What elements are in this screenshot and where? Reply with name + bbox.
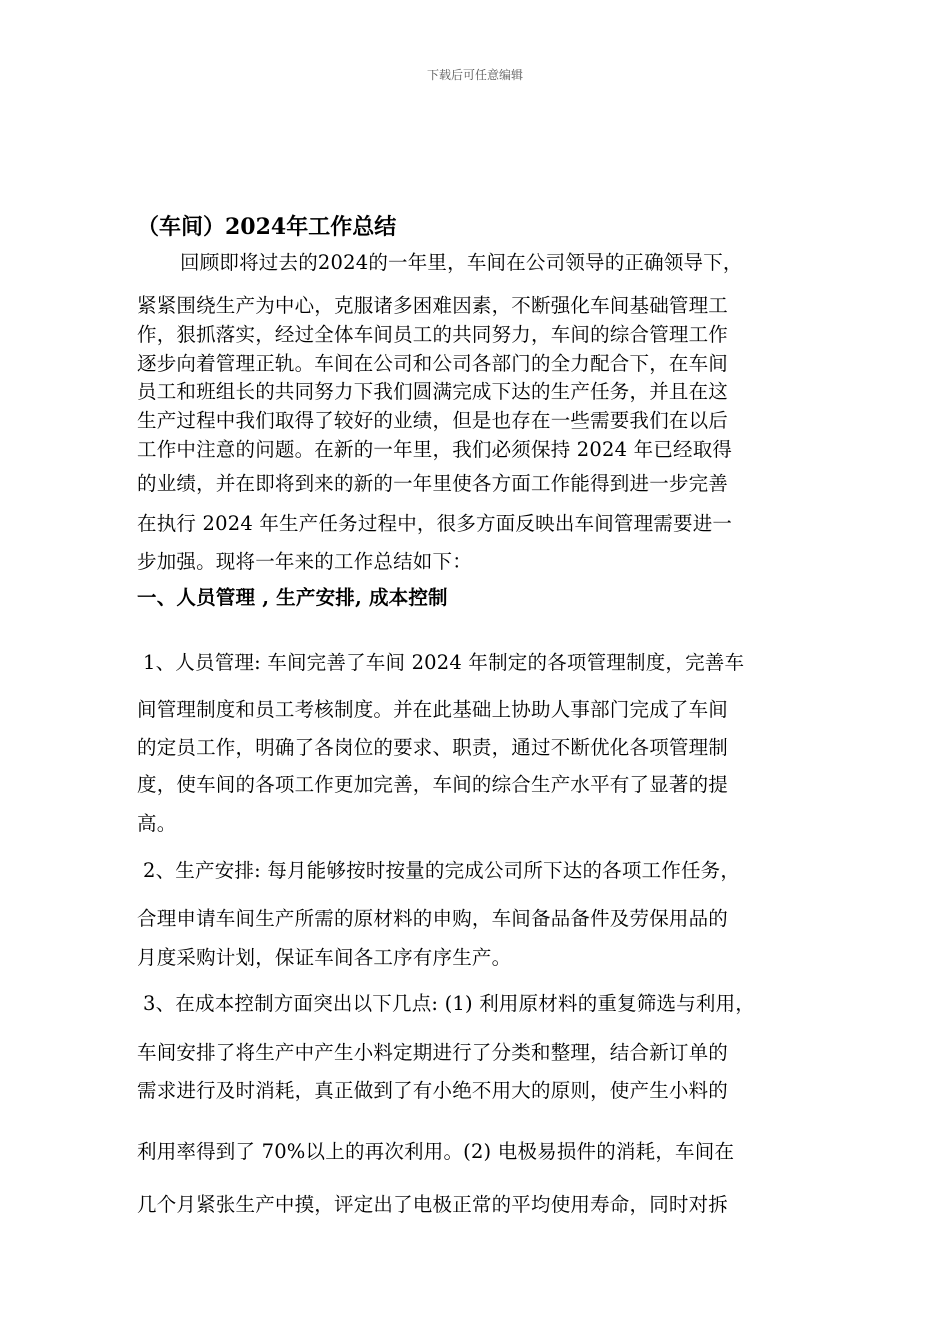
paragraph-line: 度，使车间的各项工作更加完善，车间的综合生产水平有了显著的提 bbox=[137, 773, 729, 796]
page-header: 下载后可任意编辑 bbox=[426, 68, 523, 82]
paragraph-line: 合理申请车间生产所需的原材料的申购，车间备品备件及劳保用品的 bbox=[137, 907, 729, 930]
paragraph-line: 在执行 2024 年生产任务过程中，很多方面反映出车间管理需要进一 bbox=[137, 512, 733, 535]
paragraph-line: 的定员工作，明确了各岗位的要求、职责，通过不断优化各项管理制 bbox=[137, 736, 729, 759]
paragraph-line: 几个月紧张生产中摸，评定出了电极正常的平均使用寿命，同时对拆 bbox=[137, 1193, 729, 1216]
paragraph-line: 月度采购计划，保证车间各工序有序生产。 bbox=[137, 946, 512, 969]
paragraph-line: 间管理制度和员工考核制度。并在此基础上协助人事部门完成了车间 bbox=[137, 698, 729, 721]
paragraph-line: 3、在成本控制方面突出以下几点: (1) 利用原材料的重复筛选与利用， bbox=[143, 992, 755, 1015]
paragraph-line: 利用率得到了 70%以上的再次利用。(2) 电极易损件的消耗，车间在 bbox=[137, 1140, 735, 1163]
paragraph-line: 步加强。现将一年来的工作总结如下： bbox=[137, 550, 472, 573]
paragraph-line: 作，狠抓落实，经过全体车间员工的共同努力，车间的综合管理工作 bbox=[137, 323, 729, 346]
paragraph-line: 2、生产安排: 每月能够按时按量的完成公司所下达的各项工作任务， bbox=[143, 859, 741, 882]
paragraph-line: 生产过程中我们取得了较好的业绩，但是也存在一些需要我们在以后 bbox=[137, 409, 729, 432]
paragraph-line: 的业绩，并在即将到来的新的一年里使各方面工作能得到进一步完善 bbox=[137, 472, 729, 495]
paragraph-line: 工作中注意的问题。在新的一年里，我们必须保持 2024 年已经取得 bbox=[137, 438, 733, 461]
paragraph-line: 紧紧围绕生产为中心，克服诸多困难因素，不断强化车间基础管理工 bbox=[137, 294, 729, 317]
section-heading: 一、人员管理 , 生产安排, 成本控制 bbox=[137, 586, 448, 609]
paragraph-line: 车间安排了将生产中产生小料定期进行了分类和整理，结合新订单的 bbox=[137, 1041, 729, 1064]
document-title: （车间）2024年工作总结 bbox=[137, 214, 397, 240]
paragraph-line: 需求进行及时消耗，真正做到了有小绝不用大的原则，使产生小料的 bbox=[137, 1079, 729, 1102]
paragraph-line: 回顾即将过去的2024的一年里，车间在公司领导的正确领导下， bbox=[180, 251, 743, 274]
paragraph-line: 高。 bbox=[137, 812, 177, 835]
paragraph-line: 1、人员管理: 车间完善了车间 2024 年制定的各项管理制度，完善车 bbox=[143, 651, 745, 674]
paragraph-line: 逐步向着管理正轨。车间在公司和公司各部门的全力配合下，在车间 bbox=[137, 352, 729, 375]
paragraph-line: 员工和班组长的共同努力下我们圆满完成下达的生产任务，并且在这 bbox=[137, 380, 729, 403]
